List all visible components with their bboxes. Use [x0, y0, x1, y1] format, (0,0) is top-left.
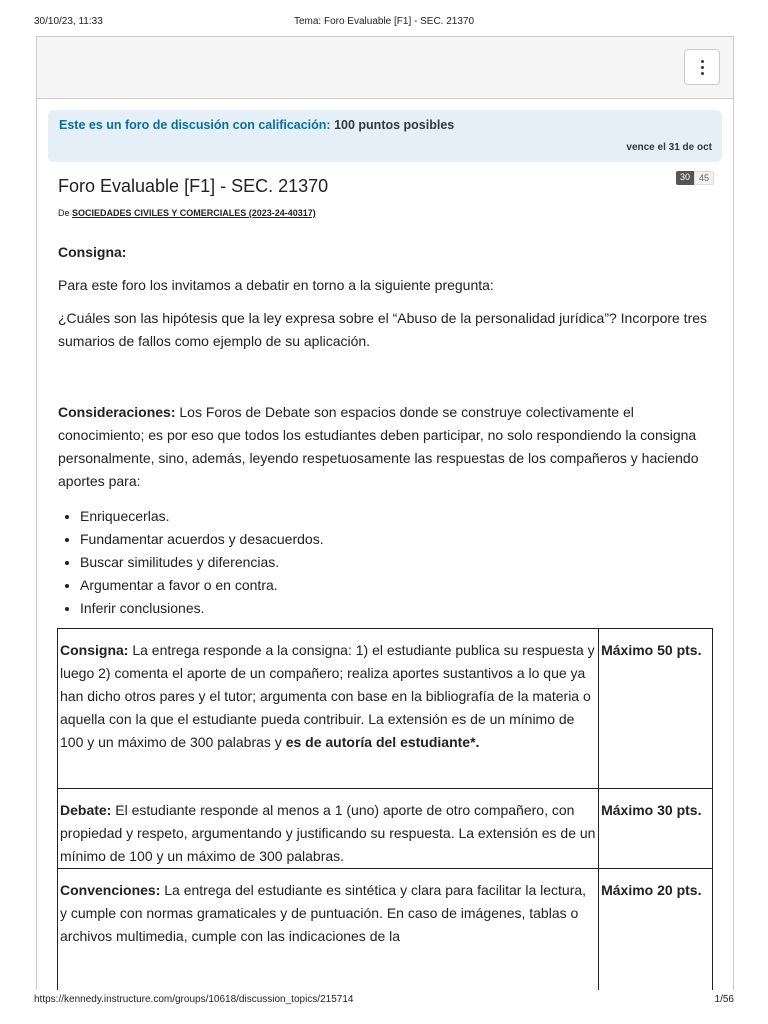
- reply-counts: [676, 171, 714, 185]
- total-count-badge: 45: [694, 171, 714, 185]
- print-datetime: 30/10/23, 11:33: [34, 16, 103, 27]
- list-item: • Inferir conclusiones.: [80, 597, 718, 620]
- print-header: [34, 16, 734, 30]
- table-row: [58, 869, 713, 991]
- rubric-max-points: Máximo 30 pts.: [599, 789, 713, 869]
- from-label: De: [58, 208, 70, 218]
- course-source: [58, 208, 316, 218]
- discussion-frame: [36, 36, 734, 990]
- due-date: vence el 31 de oct: [626, 142, 712, 153]
- list-item: • Buscar similitudes y diferencias.: [80, 551, 718, 574]
- considerations-label: Consideraciones:: [58, 404, 176, 420]
- course-link[interactable]: SOCIEDADES CIVILES Y COMERCIALES (2023-24-40317): [72, 208, 316, 218]
- discussion-toolbar: [37, 37, 733, 99]
- considerations-list: [80, 505, 718, 620]
- print-page-title: Tema: Foro Evaluable [F1] - SEC. 21370: [293, 16, 475, 27]
- graded-banner-text: [59, 118, 454, 132]
- rubric-max-points: Máximo 50 pts.: [599, 629, 713, 789]
- intro-paragraph: Para este foro los invitamos a debatir en torno a la siguiente pregunta:: [58, 277, 494, 293]
- question-paragraph: ¿Cuáles son las hipótesis que la ley expresa sobre el “Abuso de la personalidad jurídica”? Incorpore tres sumarios de fallos como ejemplo de su aplicación.: [58, 310, 708, 349]
- discussion-body: [58, 233, 718, 626]
- list-item: • Fundamentar acuerdos y desacuerdos.: [80, 528, 718, 551]
- rubric-table: [57, 628, 713, 990]
- criterion-text: El estudiante responde al menos a 1 (uno) aporte de otro compañero, con propiedad y respeto, argumentando y justificando su respuesta. La extensión es de un mínimo de 100 y un máximo de 300 palabras.: [60, 802, 596, 864]
- table-row: [58, 629, 713, 789]
- criterion-text: La entrega responde a la consigna: 1) el estudiante publica su respuesta y luego 2) comenta el aporte de un compañero; realiza aportes sustantivos a lo que ya han dicho otros pares y el tutor; argumenta con base en la bibliografía de la materia o aquella con la que el estudiante pueda contribuir. La extensión es de un mínimo de 100 y un máximo de 300 palabras y: [60, 642, 595, 750]
- rubric-criterion: [58, 789, 599, 869]
- unread-count-badge: 30: [676, 171, 694, 185]
- rubric-criterion: [58, 629, 599, 789]
- graded-banner-prefix: Este es un foro de discusión con calificación:: [59, 118, 331, 132]
- kebab-menu-icon[interactable]: [684, 49, 720, 85]
- criterion-label: Debate:: [60, 802, 112, 818]
- graded-discussion-banner: [48, 110, 722, 162]
- criterion-emphasis: es de autoría del estudiante*.: [285, 734, 480, 750]
- list-item: • Enriquecerlas.: [80, 505, 718, 528]
- rubric-criterion: [58, 869, 599, 991]
- discussion-title: Foro Evaluable [F1] - SEC. 21370: [58, 176, 329, 196]
- possible-points: 100 puntos posibles: [334, 118, 455, 132]
- print-footer: [34, 994, 734, 1008]
- considerations-text: Los Foros de Debate son espacios donde se construye colectivamente el conocimiento; es por eso que todos los estudiantes deben participar, no solo respondiendo la consigna personalmente, sino, además, leyendo respetuosamente las respuestas de los compañeros y haciendo aportes para:: [58, 404, 699, 489]
- criterion-label: Consigna:: [60, 642, 129, 658]
- table-row: [58, 789, 713, 869]
- considerations-paragraph: [58, 401, 718, 493]
- consigna-heading: Consigna:: [58, 244, 127, 260]
- list-item: • Argumentar a favor o en contra.: [80, 574, 718, 597]
- criterion-text: La entrega del estudiante es sintética y clara para facilitar la lectura, y cumple con normas gramaticales y de puntuación. En caso de imágenes, tablas o archivos multimedia, cumple con las indicaciones de la: [60, 882, 587, 944]
- rubric-max-points: Máximo 20 pts.: [599, 869, 713, 991]
- criterion-label: Convenciones:: [60, 882, 161, 898]
- print-page-number: 1/56: [714, 994, 734, 1005]
- print-url: https://kennedy.instructure.com/groups/10618/discussion_topics/215714: [34, 994, 354, 1005]
